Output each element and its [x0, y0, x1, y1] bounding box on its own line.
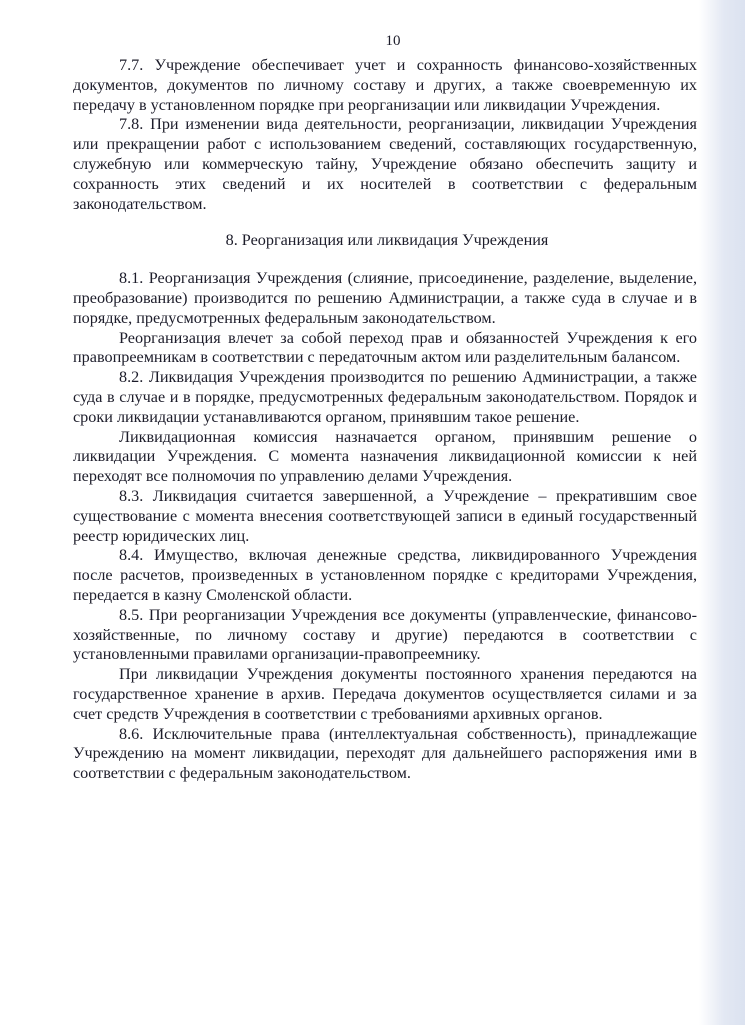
paragraph-8-1-cont: Реорганизация влечет за собой переход прав и обязанностей Учреждения к его правопреемникам в соответствии с передаточным актом или разделительным балансом. — [73, 328, 697, 367]
paragraph-8-5: 8.5. При реорганизации Учреждения все документы (управленческие, финансово-хозяйственные, по личному составу и другие) передаются в соответствии с установленными правилами организации-правопреемнику. — [73, 605, 697, 664]
paragraph-8-4: 8.4. Имущество, включая денежные средства, ликвидированного Учреждения после расчетов, произведенных в установленном порядке с кредиторами Учреждения, передается в казну Смоленской области. — [73, 546, 697, 604]
paragraph-7-8: 7.8. При изменении вида деятельности, реорганизации, ликвидации Учреждения или прекращении работ с использованием сведений, составляющих государственную, служебную или коммерческую тайну, Учреждение обязано обеспечить защиту и сохранность этих сведений и их носителей в соответствии с федеральным законодательством. — [73, 115, 697, 213]
section-heading: 8. Реорганизация или ликвидация Учреждения — [225, 231, 549, 250]
page-number: 10 — [385, 33, 401, 49]
scan-edge-shadow — [699, 0, 745, 1025]
paragraph-7-7: 7.7. Учреждение обеспечивает учет и сохранность финансово-хозяйственных документов, документов по личному составу и других, а также своевременную их передачу в установленном порядке при реорганизации или ликвидации Учреждения. — [73, 56, 697, 114]
paragraph-8-5-cont: При ликвидации Учреждения документы постоянного хранения передаются на государственное хранение в архив. Передача документов осуществляется силами и за счет средств Учреждения в соответствии с требованиями архивных органов. — [73, 665, 697, 723]
paragraph-8-1: 8.1. Реорганизация Учреждения (слияние, присоединение, разделение, выделение, преобразование) производится по решению Администрации, а также суда в случае и в порядке, предусмотренных федеральным законодательством. — [73, 269, 697, 327]
paragraph-8-2: 8.2. Ликвидация Учреждения производится по решению Администрации, а также суда в случае и в порядке, предусмотренных федеральным законодательством. Порядок и сроки ликвидации устанавливаются органом, принявшим такое решение. — [73, 368, 697, 426]
paragraph-8-2-cont: Ликвидационная комиссия назначается органом, принявшим решение о ликвидации Учреждения. С момента назначения ликвидационной комиссии к ней переходят все полномочия по управлению делами Учреждения. — [73, 427, 697, 486]
paragraph-8-6: 8.6. Исключительные права (интеллектуальная собственность), принадлежащие Учреждению на момент ликвидации, переходят для дальнейшего распоряжения ими в соответствии с федеральным законодательством. — [73, 724, 697, 783]
paragraph-8-3: 8.3. Ликвидация считается завершенной, а Учреждение – прекратившим свое существование с момента внесения соответствующей записи в единый государственный реестр юридических лиц. — [73, 486, 697, 545]
document-body — [73, 56, 697, 784]
